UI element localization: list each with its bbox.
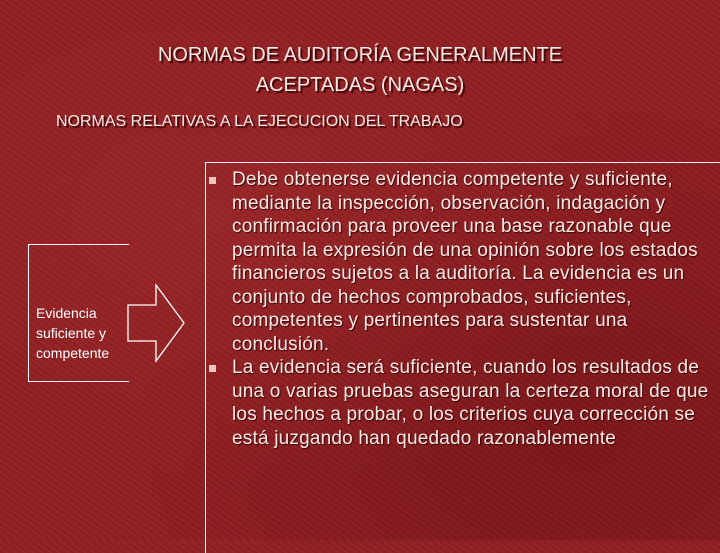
- slide-title-line-2: ACEPTADAS (NAGAS): [255, 74, 465, 96]
- bullet-text: La evidencia será suficiente, cuando los resultados de una o varias pruebas aseguran la certeza moral de que los hechos a probar, o los criterios cuya corrección se está juzgando han quedado razonablemente: [232, 357, 709, 449]
- bullet-item-evidence-requirement: [232, 168, 718, 356]
- callout-line-3: competente: [36, 345, 110, 361]
- bullet-square-icon: [209, 365, 216, 372]
- slide-title: [60, 40, 660, 100]
- bullet-list: [232, 168, 718, 450]
- right-arrow-icon: [126, 283, 186, 363]
- slide-subtitle: NORMAS RELATIVAS A LA EJECUCION DEL TRABAJO: [56, 113, 463, 130]
- slide-title-line-1: NORMAS DE AUDITORÍA GENERALMENTE: [157, 44, 563, 66]
- bullet-item-sufficiency: [232, 356, 718, 450]
- callout-line-2: suficiente y: [36, 325, 107, 341]
- callout-line-1: Evidencia: [36, 305, 97, 321]
- bullet-square-icon: [209, 177, 216, 184]
- bullet-text: Debe obtenerse evidencia competente y suficiente, mediante la inspección, observación, indagación y confirmación para proveer una base razonable que permita la expresión de una opinión sobre los estados financieros sujetos a la auditoría. La evidencia es un conjunto de hechos comprobados, suficientes, competentes y pertinentes para sustentar una conclusión.: [232, 169, 698, 355]
